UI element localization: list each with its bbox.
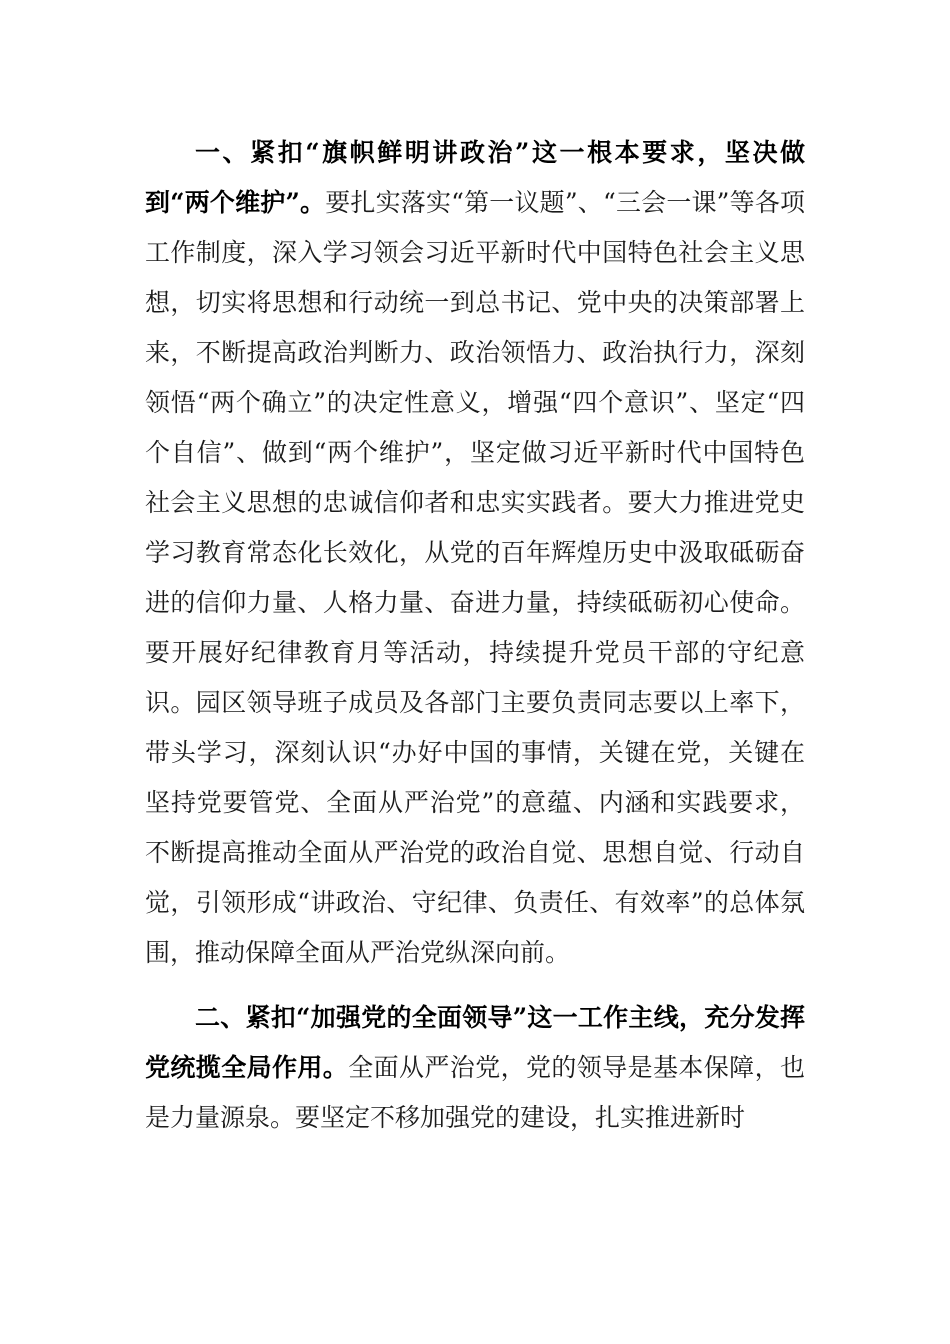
paragraph-1-heading: 一、紧扣“旗帜鲜明讲政治”这一根本要求，坚决做到“两个维护”。 xyxy=(145,138,805,217)
document-body xyxy=(145,128,805,1143)
paragraph-2 xyxy=(145,993,805,1143)
paragraph-2-heading: 二、紧扣“加强党的全面领导”这一工作主线，充分发挥党统揽全局作用。 xyxy=(145,1003,805,1082)
paragraph-1 xyxy=(145,128,805,978)
paragraph-1-text: 要扎实落实“第一议题”、“三会一课”等各项工作制度，深入学习领会习近平新时代中国特色社会主义思想，切实将思想和行动统一到总书记、党中央的决策部署上来，不断提高政治判断力、政治领悟力、政治执行力，深刻领悟“两个确立”的决定性意义，增强“四个意识”、坚定“四个自信”、做到“两个维护”，坚定做习近平新时代中国特色社会主义思想的忠诚信仰者和忠实实践者。要大力推进党史学习教育常态化长效化，从党的百年辉煌历史中汲取砥砺奋进的信仰力量、人格力量、奋进力量，持续砥砺初心使命。要开展好纪律教育月等活动，持续提升党员干部的守纪意识。园区领导班子成员及各部门主要负责同志要以上率下，带头学习，深刻认识“办好中国的事情，关键在党，关键在坚持党要管党、全面从严治党”的意蕴、内涵和实践要求，不断提高推动全面从严治党的政治自觉、思想自觉、行动自觉，引领形成“讲政治、守纪律、负责任、有效率”的总体氛围，推动保障全面从严治党纵深向前。 xyxy=(145,188,806,967)
paragraph-2-text: 全面从严治党，党的领导是基本保障，也是力量源泉。要坚定不移加强党的建设，扎实推进新时 xyxy=(145,1053,805,1132)
